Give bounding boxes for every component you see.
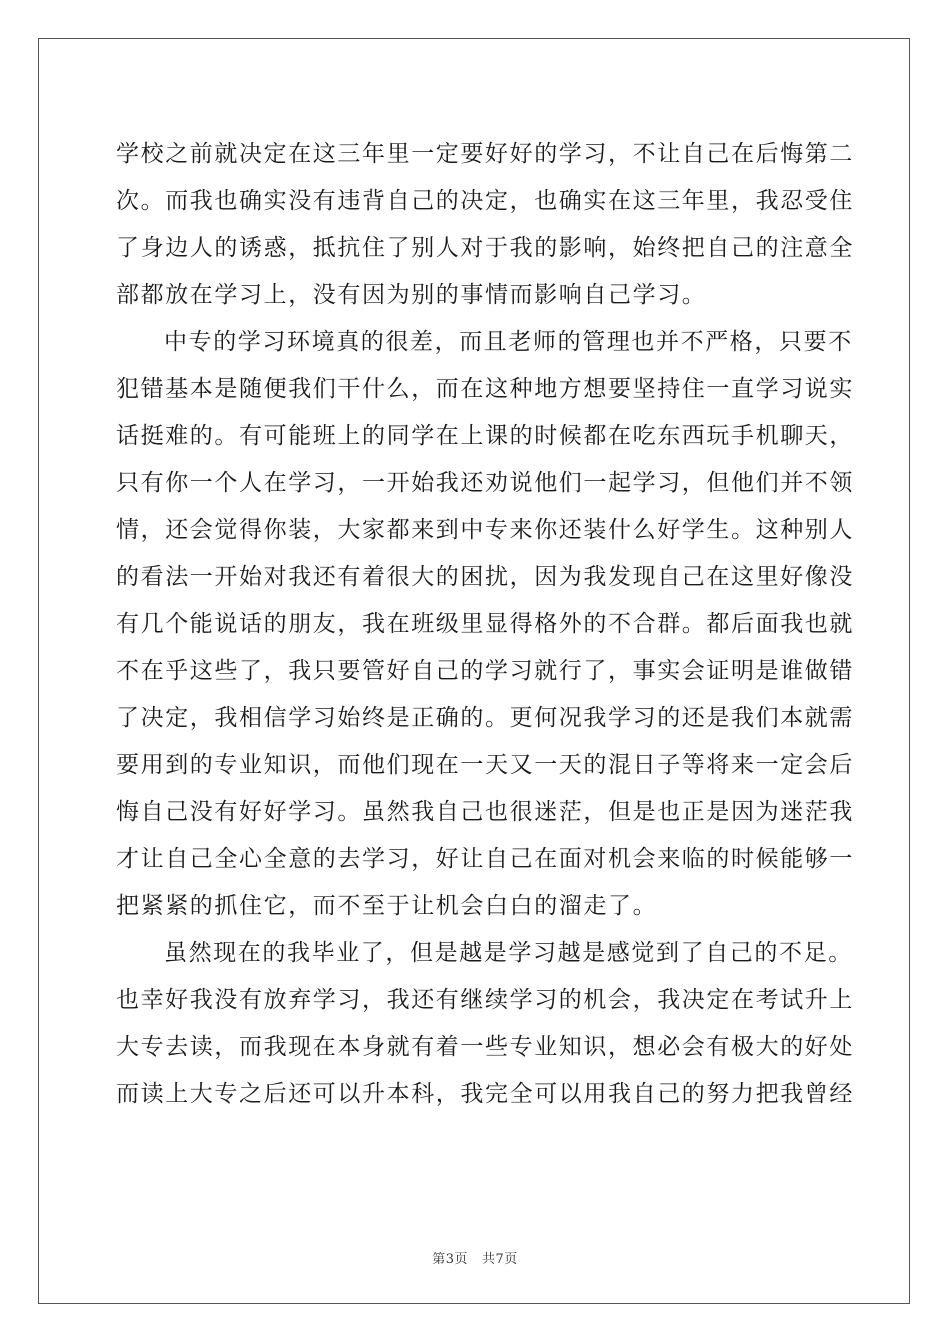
text-line: 了身边人的诱惑，抵抗住了别人对于我的影响，始终把自己的注意全 (116, 235, 854, 261)
text-line: 要用到的专业知识，而他们现在一天又一天的混日子等将来一定会后 (116, 752, 854, 778)
text-line: 大专去读，而我现在本身就有着一些专业知识，想必会有极大的好处 (116, 1034, 854, 1060)
paragraph-first-line: 中专的学习环境真的很差，而且老师的管理也并不严格，只要不 (164, 329, 853, 355)
text-line: 把紧紧的抓住它，而不至于让机会白白的溜走了。 (116, 893, 658, 919)
page-total: 共7页 (482, 1252, 518, 1267)
text-line: 次。而我也确实没有违背自己的决定，也确实在这三年里，我忍受住 (116, 188, 854, 214)
text-line: 了决定，我相信学习始终是正确的。更何况我学习的还是我们本就需 (116, 705, 854, 731)
text-line: 部都放在学习上，没有因为别的事情而影响自己学习。 (116, 282, 707, 308)
page-footer (0, 1248, 950, 1267)
text-line: 有几个能说话的朋友，我在班级里显得格外的不合群。都后面我也就 (116, 611, 854, 637)
text-line: 悔自己没有好好学习。虽然我自己也很迷茫，但是也正是因为迷茫我 (116, 799, 854, 825)
text-line: 的看法一开始对我还有着很大的困扰，因为我发现自己在这里好像没 (116, 564, 854, 590)
text-line: 不在乎这些了，我只要管好自己的学习就行了，事实会证明是谁做错 (116, 658, 854, 684)
document-body (116, 131, 854, 1118)
text-line: 话挺难的。有可能班上的同学在上课的时候都在吃东西玩手机聊天， (116, 423, 854, 449)
text-line: 学校之前就决定在这三年里一定要好好的学习，不让自己在后悔第二 (116, 141, 854, 167)
text-line: 而读上大专之后还可以升本科，我完全可以用我自己的努力把我曾经 (116, 1081, 854, 1107)
text-line: 才让自己全心全意的去学习，好让自己在面对机会来临的时候能够一 (116, 846, 854, 872)
paragraph-first-line: 虽然现在的我毕业了，但是越是学习越是感觉到了自己的不足。 (164, 940, 853, 966)
page-number: 第3页 (432, 1252, 468, 1267)
text-line: 只有你一个人在学习，一开始我还劝说他们一起学习，但他们并不领 (116, 470, 854, 496)
text-line: 犯错基本是随便我们干什么，而在这种地方想要坚持住一直学习说实 (116, 376, 854, 402)
text-line: 情，还会觉得你装，大家都来到中专来你还装什么好学生。这种别人 (116, 517, 854, 543)
text-line: 也幸好我没有放弃学习，我还有继续学习的机会，我决定在考试升上 (116, 987, 854, 1013)
